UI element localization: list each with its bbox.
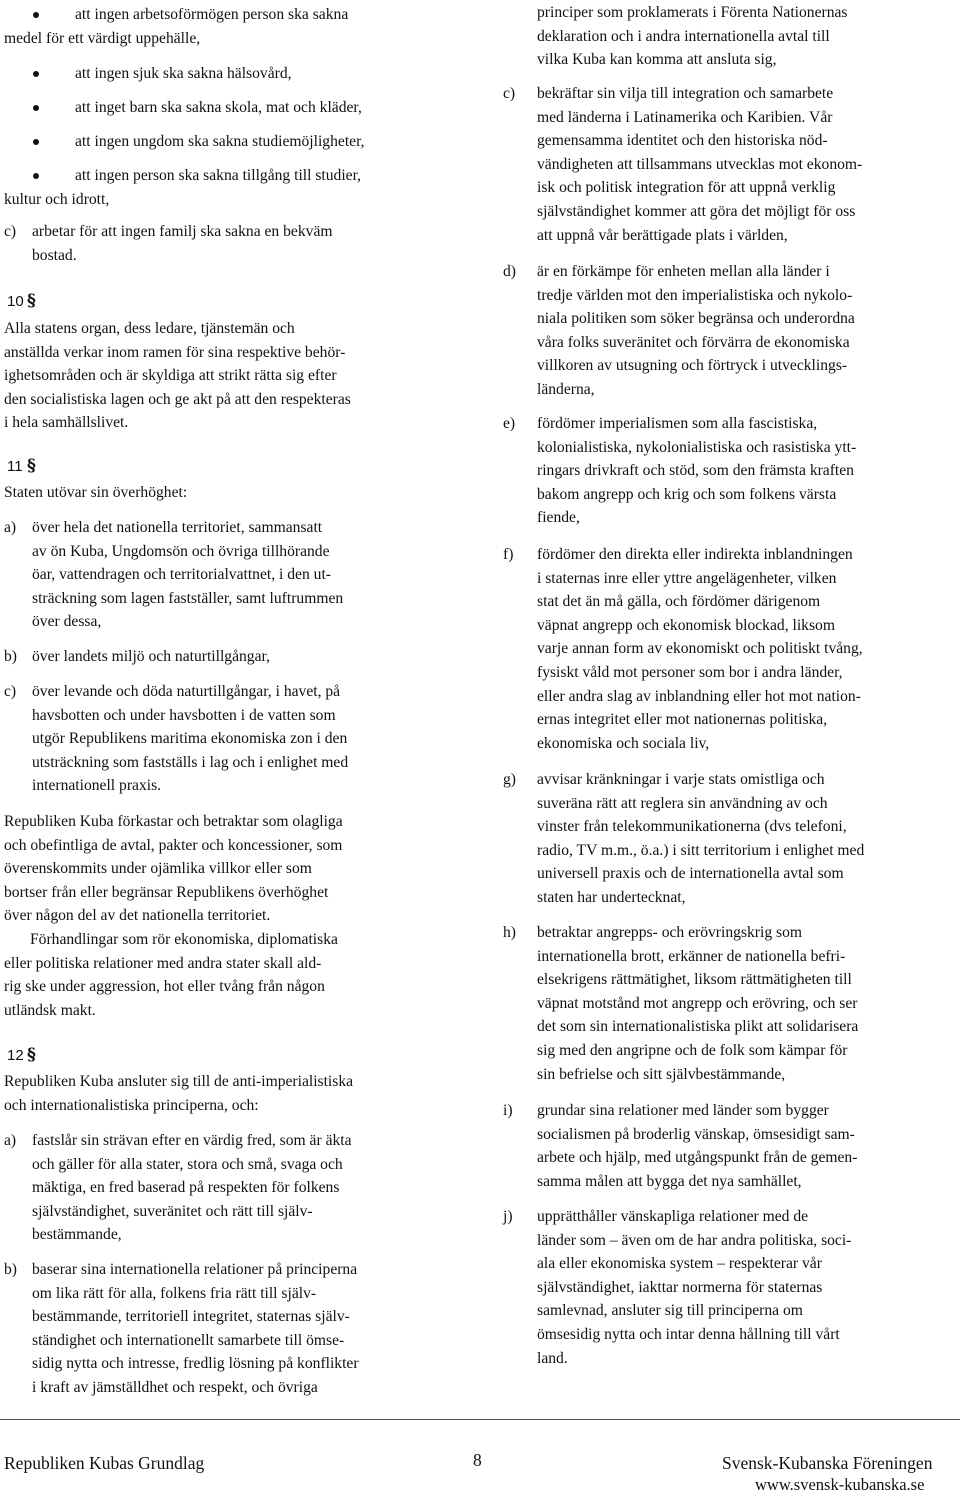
item-text: bestämmande, territoriell integritet, staternas själv-	[32, 1308, 350, 1326]
item-text: vändigheten att tillsammans utvecklas mot ekonom-	[537, 155, 863, 173]
item-text: socialismen på broderlig vänskap, ömsesidigt sam-	[537, 1125, 855, 1143]
item-text: att uppnå vår berättigade plats i världen,	[537, 226, 788, 244]
item-text: havsbotten och under havsbotten i de vatten som	[32, 706, 336, 724]
item-text: över landets miljö och naturtillgångar,	[32, 648, 270, 665]
item-label: a)	[4, 519, 17, 536]
item-text: sidig nytta och intresse, fredlig lösning på konflikter	[32, 1355, 359, 1373]
bullet-item-text: att ingen sjuk ska sakna hälsovård,	[75, 65, 292, 82]
item-label: b)	[4, 648, 17, 665]
item-text: suveräna rätt att reglera sin användning av och	[537, 794, 828, 812]
item-text: bostad.	[32, 246, 77, 264]
page-number: 8	[473, 1450, 482, 1470]
item-text: självständighet, suveränitet och rätt till själv-	[32, 1202, 313, 1220]
bullet-item-text: medel för ett värdigt uppehälle,	[4, 29, 201, 47]
item-text: länderna,	[537, 381, 595, 398]
item-text: deklaration och i andra internationella avtal till	[537, 27, 830, 45]
item-text: mäktiga, en fred baserad på respekten för folkens	[32, 1179, 340, 1197]
item-text: över dessa,	[32, 613, 102, 631]
item-label: e)	[503, 415, 516, 432]
item-text: och gäller för alla stater, stora och små, svaga och	[32, 1155, 343, 1173]
paragraph-line: bortser från eller begränsar Republikens överhöghet	[4, 883, 329, 901]
item-text: ringars drivkraft och stöd, som den främsta kraften	[537, 462, 854, 480]
section-symbol: §	[27, 291, 36, 311]
bullet-icon	[31, 105, 41, 115]
paragraph-line: ighetsområden och är skyldiga att strikt rätta sig efter	[4, 367, 337, 385]
item-text: utsträckning som fastställs i lag och i enlighet med	[32, 753, 349, 771]
item-text: fysiskt våld mot personer som bor i andra länder,	[537, 664, 843, 681]
item-text: i staternas inre eller yttre angelägenheter, vilken	[537, 569, 837, 587]
paragraph-line: den socialistiska lagen och ge akt på att den respekteras	[4, 390, 351, 408]
item-text: universell praxis och de internationella avtal som	[537, 865, 844, 883]
item-text: fördömer imperialismen som alla fascistiska,	[537, 415, 818, 432]
item-text: självständighet, iakttar normerna för staternas	[537, 1278, 823, 1296]
item-text: ständighet och internationellt samarbete till ömse-	[32, 1331, 345, 1349]
bullet-item-text: att ingen person ska sakna tillgång till studier,	[75, 167, 362, 184]
item-text: arbetar för att ingen familj ska sakna en bekväm	[32, 223, 333, 240]
item-text: elsekrigens rättmätighet, liksom rättmätigheten till	[537, 971, 852, 989]
item-label: b)	[4, 1261, 17, 1278]
item-label: f)	[503, 546, 514, 563]
item-text: i kraft av jämställdhet och respekt, och övriga	[32, 1379, 318, 1396]
item-text: bestämmande,	[32, 1226, 122, 1244]
item-text: tredje världen mot den imperialistiska och nykolo-	[537, 286, 853, 304]
footer-organization: Svensk-Kubanska Föreningen	[722, 1453, 933, 1473]
item-text: bekräftar sin vilja till integration och samarbete	[537, 85, 834, 102]
item-label: a)	[4, 1132, 17, 1149]
paragraph-line: rig ske under aggression, hot eller tvång från någon	[4, 978, 325, 996]
item-text: vilka Kuba kan komma att ansluta sig,	[537, 51, 777, 69]
item-text: med länderna i Latinamerika och Karibien. Vår	[537, 108, 833, 126]
paragraph-line: utländsk makt.	[4, 1001, 96, 1019]
item-label: d)	[503, 263, 516, 280]
section-number: 12	[7, 1047, 24, 1064]
item-text: samlevnad, ansluter sig till principerna om	[537, 1302, 803, 1320]
item-text: land.	[537, 1349, 568, 1367]
item-text: fiende,	[537, 509, 580, 527]
paragraph-line: Republiken Kuba förkastar och betraktar som olagliga	[4, 813, 343, 830]
paragraph-line: och internationalistiska principerna, och:	[4, 1096, 259, 1114]
item-text: över hela det nationella territoriet, sammansatt	[32, 519, 323, 536]
item-text: självständighet kommer att göra det möjligt för oss	[537, 203, 856, 220]
item-label: j)	[503, 1208, 513, 1225]
paragraph-line: i hela samhällslivet.	[4, 414, 129, 432]
section-symbol: §	[27, 1045, 36, 1065]
item-text: stat det än må gälla, och fördömer därigenom	[537, 593, 821, 611]
item-text: våra folks suveränitet och förvärra de ekonomiska	[537, 333, 850, 351]
paragraph-line: överenskommits under ojämlika villkor eller som	[4, 860, 312, 878]
item-label: h)	[503, 924, 516, 941]
item-text: det som sin internationalistiska plikt att solidarisera	[537, 1018, 859, 1036]
bullet-icon	[31, 12, 41, 22]
item-text: internationell praxis.	[32, 777, 162, 795]
item-text: upprätthåller vänskapliga relationer med de	[537, 1208, 809, 1225]
item-text: radio, TV m.m., ö.a.) i sitt territorium i enlighet med	[537, 841, 865, 859]
paragraph-line: över någon del av det nationella territoriet.	[4, 907, 271, 925]
paragraph-line: Republiken Kuba ansluter sig till de anti-imperialistiska	[4, 1073, 354, 1090]
bullet-item-text: att ingen ungdom ska sakna studiemöjligheter,	[75, 133, 365, 150]
paragraph-line: Alla statens organ, dess ledare, tjänstemän och	[4, 320, 295, 337]
item-text: eller andra slag av inblandning eller hot mot nation-	[537, 687, 861, 705]
item-text: fastslår sin strävan efter en värdig fred, som är äkta	[32, 1132, 352, 1149]
item-text: gemensamma identitet och den historiska nöd-	[537, 132, 828, 150]
item-text: bakom angrepp och krig och som folkens värsta	[537, 485, 837, 503]
section-symbol: §	[27, 456, 36, 476]
item-text: länder som – även om de har andra politiska, soci-	[537, 1231, 852, 1249]
bullet-item-text: kultur och idrott,	[4, 190, 110, 208]
bullet-item-text: att inget barn ska sakna skola, mat och kläder,	[75, 99, 362, 116]
footer-website: www.svensk-kubanska.se	[755, 1475, 925, 1494]
item-text: sig med den angripne och de folk som kämpar för	[537, 1042, 848, 1059]
item-text: av ön Kuba, Ungdomsön och övriga tillhörande	[32, 542, 330, 560]
item-text: betraktar angrepps- och erövringskrig som	[537, 924, 803, 941]
bullet-icon	[31, 173, 41, 183]
item-text: principer som proklamerats i Förenta Nationernas	[537, 4, 848, 21]
item-label: i)	[503, 1102, 513, 1119]
item-text: ernas integritet eller mot nationernas politiska,	[537, 711, 828, 729]
item-text: arbete och hjälp, med utgångspunkt från de gemen-	[537, 1149, 858, 1167]
item-text: om lika rätt för alla, folkens fria rätt till själv-	[32, 1284, 317, 1302]
item-text: öar, vattendragen och territorialvattnet, i den ut-	[32, 566, 331, 584]
item-text: ala eller ekonomiska system – respekterar vår	[537, 1255, 822, 1273]
item-text: baserar sina internationella relationer på principerna	[32, 1261, 358, 1278]
item-label: g)	[503, 771, 516, 788]
item-text: villkoren av utsugning och förtryck i utvecklings-	[537, 357, 848, 375]
item-text: internationella brott, erkänner de nationella befri-	[537, 947, 846, 965]
item-text: över levande och döda naturtillgångar, i havet, på	[32, 683, 341, 700]
item-label: c)	[4, 223, 17, 240]
section-number: 11	[7, 458, 23, 475]
item-text: väpnat angrepp och ekonomisk blockad, liksom	[537, 616, 835, 634]
paragraph-line: och obefintliga de avtal, pakter och koncessioner, som	[4, 836, 343, 854]
item-text: sträckning som lagen fastställer, samt luftrummen	[32, 589, 344, 607]
footer-rule	[0, 1419, 960, 1420]
item-text: utgör Republikens maritima ekonomiska zon i den	[32, 730, 348, 748]
bullet-icon	[31, 71, 41, 81]
item-text: grundar sina relationer med länder som bygger	[537, 1102, 829, 1119]
item-text: avvisar kränkningar i varje stats omistliga och	[537, 771, 825, 788]
footer-title: Republiken Kubas Grundlag	[4, 1453, 205, 1473]
item-text: varje annan form av ekonomiskt och politiskt tvång,	[537, 640, 863, 658]
item-label: c)	[503, 85, 516, 102]
item-text: niala politiken som söker begränsa och underordna	[537, 310, 855, 328]
item-text: sin befrielse och sitt självbestämmande,	[537, 1065, 786, 1083]
paragraph-line: eller politiska relationer med andra stater skall ald-	[4, 954, 322, 972]
item-text: väpnat motstånd mot angrepp och erövring, och ser	[537, 994, 858, 1012]
item-text: ekonomiska och sociala liv,	[537, 734, 710, 752]
item-text: är en förkämpe för enheten mellan alla länder i	[537, 263, 830, 280]
item-text: fördömer den direkta eller indirekta inblandningen	[537, 546, 853, 563]
section-number: 10	[7, 293, 24, 310]
item-label: c)	[4, 683, 17, 700]
bullet-item-text: att ingen arbetsoförmögen person ska sakna	[75, 6, 349, 23]
item-text: isk och politisk integration för att uppnå verklig	[537, 179, 836, 197]
item-text: vinster från telekommunikationerna (dvs telefoni,	[537, 818, 847, 836]
item-text: samma målen att bygga det nya samhället,	[537, 1172, 802, 1190]
paragraph-line: Förhandlingar som rör ekonomiska, diplomatiska	[30, 931, 338, 948]
paragraph-line: Staten utövar sin överhöghet:	[4, 484, 188, 501]
item-text: kolonialistiska, nykolonialistiska och rasistiska ytt-	[537, 438, 857, 456]
paragraph-line: anställda verkar inom ramen för sina respektive behör-	[4, 343, 346, 361]
bullet-icon	[31, 139, 41, 149]
item-text: staten har undertecknat,	[537, 889, 686, 906]
item-text: ömsesidig nytta och intar denna hållning till vårt	[537, 1326, 840, 1343]
